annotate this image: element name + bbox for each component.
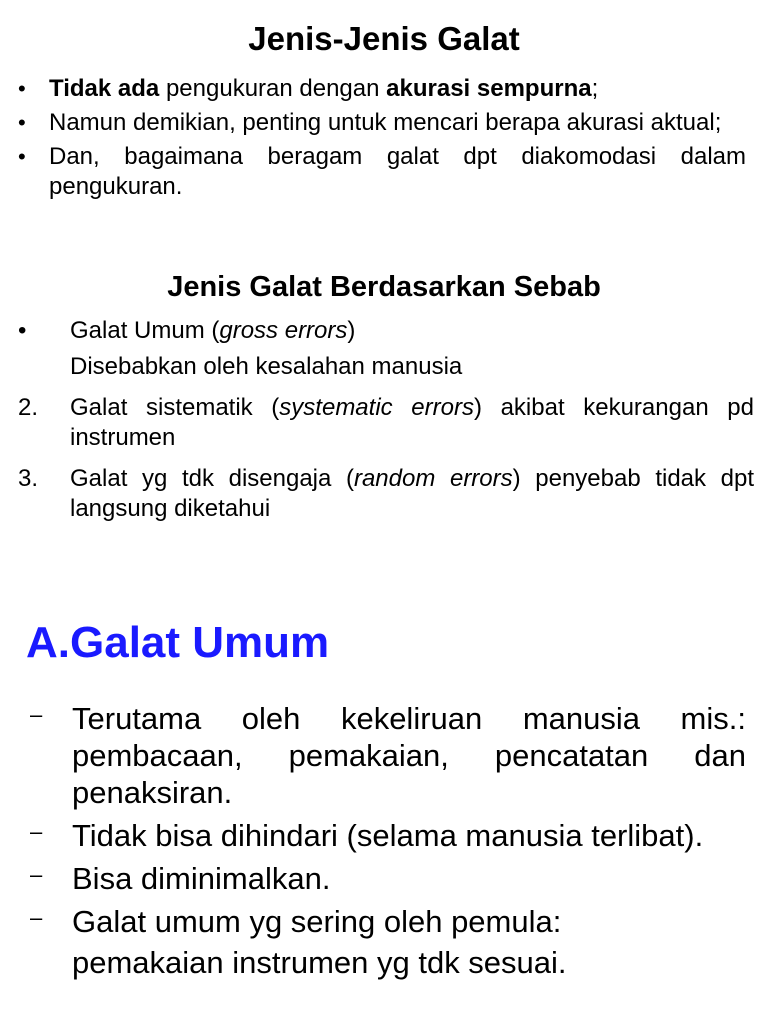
section-point-list <box>30 700 746 987</box>
list-item-text: Galat sistematik (systematic errors) akibat kekurangan pd instrumen <box>70 394 754 451</box>
list-item-text: Bisa diminimalkan. <box>72 861 331 896</box>
list-item-text: pemakaian instrumen yg tdk sesuai. <box>72 945 567 980</box>
page-title: Jenis-Jenis Galat <box>248 20 520 57</box>
list-item-text: Namun demikian, penting untuk mencari berapa akurasi aktual; <box>49 109 722 136</box>
list-item-text: Tidak bisa dihindari (selama manusia terlibat). <box>72 818 704 853</box>
bold-text: Tidak ada <box>49 75 160 102</box>
dash-icon: – <box>30 862 43 887</box>
list-item <box>30 817 746 854</box>
bullet-icon: • <box>18 144 26 169</box>
list-item <box>18 352 754 382</box>
cause-list <box>18 316 754 535</box>
list-item <box>18 108 746 138</box>
list-item <box>18 393 754 453</box>
list-marker: 2. <box>18 394 39 421</box>
list-marker: 3. <box>18 465 39 492</box>
list-item-text: Galat Umum (gross errors) <box>70 317 356 344</box>
list-item <box>30 860 746 897</box>
list-item <box>18 316 754 346</box>
bullet-icon: • <box>18 76 26 101</box>
list-item <box>18 74 746 104</box>
section-heading: A.Galat Umum <box>26 618 330 667</box>
dash-icon: – <box>30 905 43 930</box>
list-item-text: Dan, bagaimana beragam galat dpt diakomodasi dalam pengukuran. <box>49 143 746 200</box>
list-item-text: Tidak ada pengukuran dengan akurasi sempurna; <box>49 75 599 102</box>
list-item-text: Galat yg tdk disengaja (random errors) penyebab tidak dpt langsung diketahui <box>70 465 754 522</box>
bold-text: akurasi sempurna <box>386 75 592 102</box>
intro-bullet-list <box>18 74 746 206</box>
list-item <box>18 464 754 524</box>
list-item-continuation <box>30 944 746 981</box>
list-item-text: Terutama oleh kekeliruan manusia mis.: pembacaan, pemakaian, pencatatan dan penaksiran. <box>72 701 746 810</box>
dash-icon: – <box>30 702 43 727</box>
list-item-text: Galat umum yg sering oleh pemula: <box>72 904 562 939</box>
list-item <box>18 142 746 202</box>
list-marker: • <box>18 317 27 344</box>
list-item-text: Disebabkan oleh kesalahan manusia <box>70 353 463 380</box>
dash-icon: – <box>30 819 43 844</box>
list-item <box>30 700 746 811</box>
section-subtitle: Jenis Galat Berdasarkan Sebab <box>167 271 601 303</box>
bullet-icon: • <box>18 110 26 135</box>
list-item <box>30 903 746 940</box>
list-marker <box>18 352 70 382</box>
